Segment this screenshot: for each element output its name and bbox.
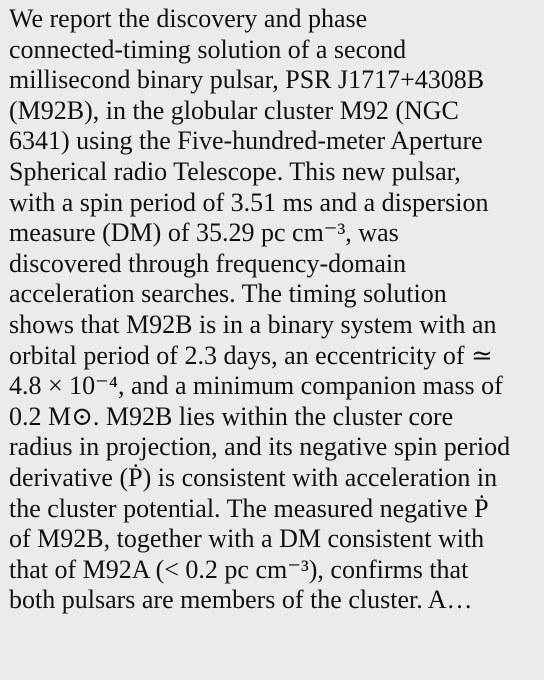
abstract-line: discovered through frequency-domain (9, 248, 407, 278)
abstract-line: 4.8 × 10⁻⁴, and a minimum companion mass of (9, 371, 503, 401)
abstract-line: orbital period of 2.3 days, an eccentricity of ≃ (9, 340, 493, 370)
abstract-line: 6341) using the Five-hundred-meter Aperture (9, 126, 483, 156)
abstract-line: both pulsars are members of the cluster. A… (9, 585, 473, 615)
abstract-line: We report the discovery and phase (9, 4, 368, 33)
abstract-line: with a spin period of 3.51 ms and a dispersion (9, 187, 489, 217)
abstract-line: derivative (Ṗ) is consistent with acceleration in (9, 462, 498, 492)
abstract-line: acceleration searches. The timing solution (9, 279, 447, 309)
abstract-line: Spherical radio Telescope. This new pulsar, (9, 156, 461, 186)
abstract-line: (M92B), in the globular cluster M92 (NGC (9, 95, 459, 125)
abstract-line: millisecond binary pulsar, PSR J1717+4308B (9, 65, 485, 95)
abstract-line: connected-timing solution of a second (9, 34, 407, 64)
abstract-line: radius in projection, and its negative spin period (9, 432, 511, 462)
abstract-line: the cluster potential. The measured negative Ṗ (9, 493, 489, 523)
abstract-line: that of M92A (< 0.2 pc cm⁻³), confirms that (9, 554, 469, 584)
abstract-line: of M92B, together with a DM consistent with (9, 524, 485, 554)
abstract-line: 0.2 M⊙. M92B lies within the cluster core (9, 401, 454, 431)
abstract-line: shows that M92B is in a binary system with an (9, 309, 497, 339)
abstract-line: measure (DM) of 35.29 pc cm⁻³, was (9, 218, 399, 248)
